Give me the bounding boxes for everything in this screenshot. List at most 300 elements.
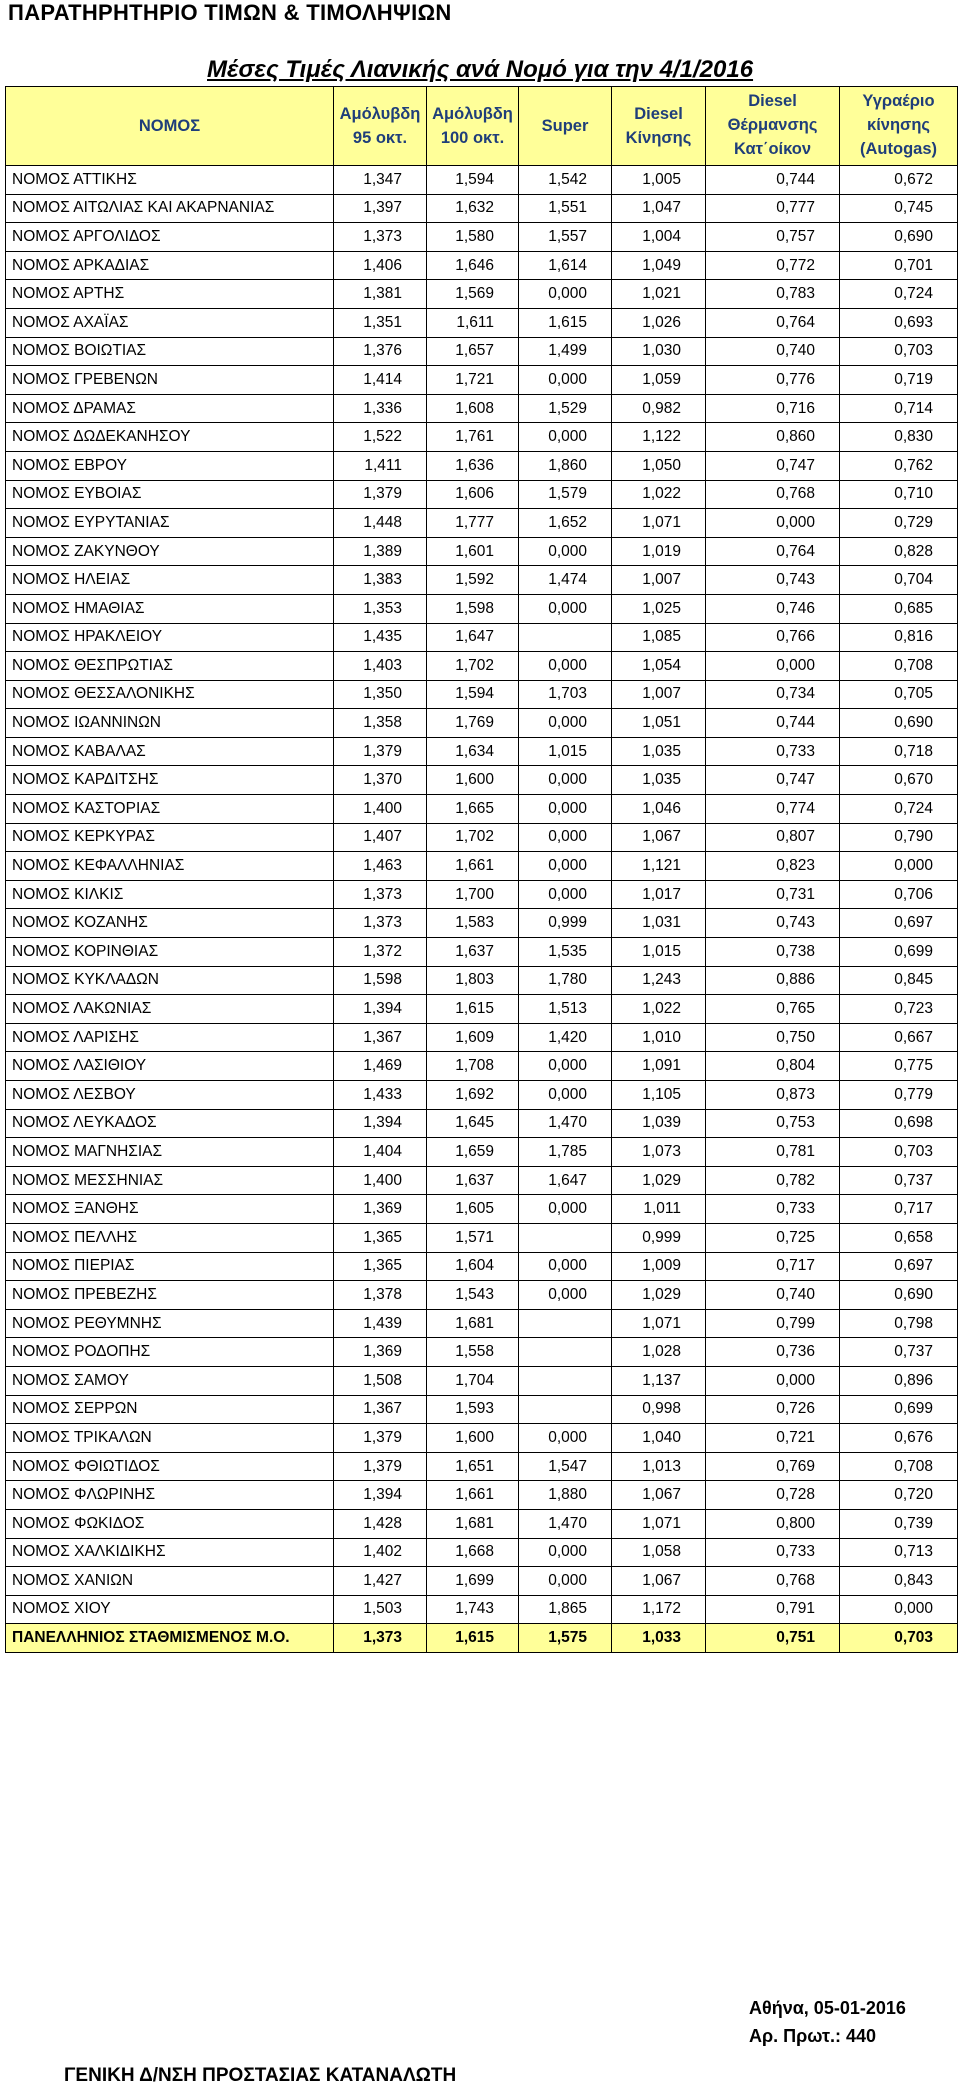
price-cell: 1,369 bbox=[334, 1195, 427, 1224]
price-cell: 0,828 bbox=[840, 537, 958, 566]
price-cell: 0,781 bbox=[706, 1138, 840, 1167]
price-cell: 0,717 bbox=[706, 1252, 840, 1281]
price-cell: 1,022 bbox=[612, 480, 706, 509]
prefecture-name-cell: ΝΟΜΟΣ ΕΥΒΟΙΑΣ bbox=[6, 480, 334, 509]
price-cell: 0,720 bbox=[840, 1481, 958, 1510]
prefecture-name-cell: ΝΟΜΟΣ ΛΑΡΙΣΗΣ bbox=[6, 1023, 334, 1052]
price-cell: 1,383 bbox=[334, 566, 427, 595]
price-cell: 0,843 bbox=[840, 1567, 958, 1596]
table-row bbox=[6, 566, 958, 595]
prefecture-name-cell: ΝΟΜΟΣ ΘΕΣΠΡΩΤΙΑΣ bbox=[6, 652, 334, 681]
price-cell: 1,780 bbox=[519, 966, 612, 995]
price-cell: 1,402 bbox=[334, 1538, 427, 1567]
table-row bbox=[6, 966, 958, 995]
table-row bbox=[6, 1109, 958, 1138]
price-cell: 0,703 bbox=[840, 337, 958, 366]
price-cell: 1,091 bbox=[612, 1052, 706, 1081]
price-cell: 1,433 bbox=[334, 1081, 427, 1110]
price-cell: 0,757 bbox=[706, 223, 840, 252]
price-cell: 1,508 bbox=[334, 1366, 427, 1395]
price-cell: 1,785 bbox=[519, 1138, 612, 1167]
price-cell: 0,000 bbox=[519, 709, 612, 738]
column-header-line: Diesel bbox=[634, 105, 683, 123]
table-row bbox=[6, 337, 958, 366]
prefecture-name-cell: ΝΟΜΟΣ ΗΡΑΚΛΕΙΟΥ bbox=[6, 623, 334, 652]
table-row bbox=[6, 1452, 958, 1481]
price-cell: 1,601 bbox=[427, 537, 519, 566]
prefecture-name-cell: ΝΟΜΟΣ ΛΑΣΙΘΙΟΥ bbox=[6, 1052, 334, 1081]
price-cell: 0,000 bbox=[840, 852, 958, 881]
column-header-autogas bbox=[840, 87, 958, 166]
table-row bbox=[6, 509, 958, 538]
price-cell: 0,717 bbox=[840, 1195, 958, 1224]
price-cell: 1,051 bbox=[612, 709, 706, 738]
price-cell: 0,000 bbox=[840, 1595, 958, 1624]
price-cell: 1,803 bbox=[427, 966, 519, 995]
price-cell: 0,733 bbox=[706, 1538, 840, 1567]
price-cell: 1,105 bbox=[612, 1081, 706, 1110]
price-cell: 0,753 bbox=[706, 1109, 840, 1138]
price-cell: 1,535 bbox=[519, 938, 612, 967]
prefecture-name-cell: ΝΟΜΟΣ ΠΡΕΒΕΖΗΣ bbox=[6, 1281, 334, 1310]
price-cell: 1,172 bbox=[612, 1595, 706, 1624]
price-cell: 1,469 bbox=[334, 1052, 427, 1081]
price-cell: 0,000 bbox=[519, 594, 612, 623]
table-row bbox=[6, 709, 958, 738]
table-row bbox=[6, 995, 958, 1024]
price-cell: 1,376 bbox=[334, 337, 427, 366]
table-row bbox=[6, 1223, 958, 1252]
table-row bbox=[6, 1081, 958, 1110]
price-cell: 1,600 bbox=[427, 1424, 519, 1453]
price-cell: 0,740 bbox=[706, 337, 840, 366]
price-cell: 0,845 bbox=[840, 966, 958, 995]
table-row bbox=[6, 909, 958, 938]
prefecture-name-cell: ΝΟΜΟΣ ΡΕΘΥΜΝΗΣ bbox=[6, 1309, 334, 1338]
price-cell: 1,121 bbox=[612, 852, 706, 881]
price-cell: 0,697 bbox=[840, 909, 958, 938]
price-cell: 1,379 bbox=[334, 1424, 427, 1453]
document-date: Αθήνα, 05-01-2016 bbox=[749, 1998, 906, 2018]
price-cell: 0,000 bbox=[519, 423, 612, 452]
price-cell: 1,373 bbox=[334, 909, 427, 938]
price-cell: 1,411 bbox=[334, 451, 427, 480]
price-cell: 0,000 bbox=[519, 852, 612, 881]
column-header-line: Θέρμανσης bbox=[727, 116, 818, 134]
price-cell: 1,594 bbox=[427, 680, 519, 709]
price-cell: 0,000 bbox=[519, 880, 612, 909]
price-cell: 1,651 bbox=[427, 1452, 519, 1481]
price-cell: 0,706 bbox=[840, 880, 958, 909]
price-cell: 0,860 bbox=[706, 423, 840, 452]
table-row bbox=[6, 1338, 958, 1367]
document-title: ΠΑΡΑΤΗΡΗΤΗΡΙΟ ΤΙΜΩΝ & ΤΙΜΟΛΗΨΙΩΝ bbox=[8, 0, 452, 25]
price-cell: 0,782 bbox=[706, 1166, 840, 1195]
prefecture-name-cell: ΝΟΜΟΣ ΖΑΚΥΝΘΟΥ bbox=[6, 537, 334, 566]
prefecture-name-cell: ΝΟΜΟΣ ΑΧΑΪΑΣ bbox=[6, 308, 334, 337]
price-cell: 1,067 bbox=[612, 1567, 706, 1596]
price-cell: 0,830 bbox=[840, 423, 958, 452]
prefecture-name-cell: ΝΟΜΟΣ ΛΕΣΒΟΥ bbox=[6, 1081, 334, 1110]
price-cell: 1,085 bbox=[612, 623, 706, 652]
table-row bbox=[6, 623, 958, 652]
prefecture-name-cell: ΝΟΜΟΣ ΗΛΕΙΑΣ bbox=[6, 566, 334, 595]
price-cell: 0,699 bbox=[840, 938, 958, 967]
price-cell: 1,389 bbox=[334, 537, 427, 566]
price-cell: 1,347 bbox=[334, 166, 427, 195]
price-cell: 1,243 bbox=[612, 966, 706, 995]
price-cell: 0,774 bbox=[706, 795, 840, 824]
price-cell: 0,000 bbox=[519, 1538, 612, 1567]
price-cell: 1,637 bbox=[427, 938, 519, 967]
table-row bbox=[6, 1052, 958, 1081]
price-cell: 1,657 bbox=[427, 337, 519, 366]
price-cell: 1,522 bbox=[334, 423, 427, 452]
price-cell: 1,529 bbox=[519, 394, 612, 423]
table-row bbox=[6, 1481, 958, 1510]
price-cell: 1,721 bbox=[427, 366, 519, 395]
prefecture-name-cell: ΝΟΜΟΣ ΑΙΤΩΛΙΑΣ ΚΑΙ ΑΚΑΡΝΑΝΙΑΣ bbox=[6, 194, 334, 223]
price-cell: 0,747 bbox=[706, 451, 840, 480]
prefecture-name-cell: ΝΟΜΟΣ ΔΡΑΜΑΣ bbox=[6, 394, 334, 423]
table-row bbox=[6, 652, 958, 681]
price-cell: 0,886 bbox=[706, 966, 840, 995]
price-cell: 1,583 bbox=[427, 909, 519, 938]
price-cell: 0,751 bbox=[706, 1624, 840, 1653]
price-cell: 1,404 bbox=[334, 1138, 427, 1167]
price-cell: 0,768 bbox=[706, 480, 840, 509]
price-cell: 0,672 bbox=[840, 166, 958, 195]
prefecture-name-cell: ΝΟΜΟΣ ΠΕΛΛΗΣ bbox=[6, 1223, 334, 1252]
price-cell: 1,358 bbox=[334, 709, 427, 738]
price-cell: 1,579 bbox=[519, 480, 612, 509]
price-cell: 0,703 bbox=[840, 1624, 958, 1653]
price-cell: 0,734 bbox=[706, 680, 840, 709]
prefecture-name-cell: ΝΟΜΟΣ ΣΑΜΟΥ bbox=[6, 1366, 334, 1395]
prefecture-name-cell: ΝΟΜΟΣ ΑΡΤΗΣ bbox=[6, 280, 334, 309]
column-header-line: κίνησης bbox=[867, 116, 930, 134]
price-cell: 1,428 bbox=[334, 1509, 427, 1538]
price-cell: 1,370 bbox=[334, 766, 427, 795]
prefecture-name-cell: ΝΟΜΟΣ ΛΑΚΩΝΙΑΣ bbox=[6, 995, 334, 1024]
price-cell: 1,394 bbox=[334, 995, 427, 1024]
prefecture-name-cell: ΝΟΜΟΣ ΣΕΡΡΩΝ bbox=[6, 1395, 334, 1424]
table-row bbox=[6, 223, 958, 252]
price-cell: 1,860 bbox=[519, 451, 612, 480]
price-cell bbox=[519, 1395, 612, 1424]
price-cell: 0,804 bbox=[706, 1052, 840, 1081]
price-cell: 0,699 bbox=[840, 1395, 958, 1424]
price-cell: 1,580 bbox=[427, 223, 519, 252]
price-cell: 1,122 bbox=[612, 423, 706, 452]
price-cell: 0,716 bbox=[706, 394, 840, 423]
price-cell: 0,000 bbox=[519, 652, 612, 681]
price-cell: 1,681 bbox=[427, 1509, 519, 1538]
price-cell: 1,022 bbox=[612, 995, 706, 1024]
price-cell: 1,353 bbox=[334, 594, 427, 623]
prefecture-name-cell: ΝΟΜΟΣ ΧΑΝΙΩΝ bbox=[6, 1567, 334, 1596]
price-cell: 1,373 bbox=[334, 1624, 427, 1653]
table-row bbox=[6, 1595, 958, 1624]
price-cell: 1,009 bbox=[612, 1252, 706, 1281]
price-cell: 0,768 bbox=[706, 1567, 840, 1596]
table-body bbox=[6, 166, 958, 1653]
prefecture-name-cell: ΝΟΜΟΣ ΒΟΙΩΤΙΑΣ bbox=[6, 337, 334, 366]
price-cell: 1,439 bbox=[334, 1309, 427, 1338]
price-cell: 0,724 bbox=[840, 795, 958, 824]
price-cell: 1,049 bbox=[612, 251, 706, 280]
price-cell: 1,615 bbox=[519, 308, 612, 337]
price-cell: 0,000 bbox=[519, 1081, 612, 1110]
price-cell: 0,708 bbox=[840, 652, 958, 681]
price-cell: 1,557 bbox=[519, 223, 612, 252]
prefecture-name-cell: ΝΟΜΟΣ ΑΡΓΟΛΙΔΟΣ bbox=[6, 223, 334, 252]
column-header-line: 95 οκτ. bbox=[352, 129, 408, 147]
price-cell: 1,071 bbox=[612, 509, 706, 538]
price-cell: 1,394 bbox=[334, 1109, 427, 1138]
price-cell: 0,807 bbox=[706, 823, 840, 852]
price-cell: 1,420 bbox=[519, 1023, 612, 1052]
price-cell: 0,783 bbox=[706, 280, 840, 309]
price-cell: 0,896 bbox=[840, 1366, 958, 1395]
price-cell: 0,731 bbox=[706, 880, 840, 909]
price-cell: 0,790 bbox=[840, 823, 958, 852]
price-cell: 0,000 bbox=[519, 1567, 612, 1596]
price-cell: 0,791 bbox=[706, 1595, 840, 1624]
prefecture-name-cell: ΝΟΜΟΣ ΓΡΕΒΕΝΩΝ bbox=[6, 366, 334, 395]
price-cell: 0,744 bbox=[706, 166, 840, 195]
price-cell: 1,030 bbox=[612, 337, 706, 366]
price-cell bbox=[519, 1309, 612, 1338]
table-row bbox=[6, 1195, 958, 1224]
price-cell: 1,592 bbox=[427, 566, 519, 595]
price-cell: 1,372 bbox=[334, 938, 427, 967]
table-row bbox=[6, 1509, 958, 1538]
price-cell: 1,026 bbox=[612, 308, 706, 337]
price-cell: 0,772 bbox=[706, 251, 840, 280]
price-cell: 0,000 bbox=[519, 1424, 612, 1453]
price-cell: 1,636 bbox=[427, 451, 519, 480]
table-row bbox=[6, 1366, 958, 1395]
price-cell: 1,071 bbox=[612, 1509, 706, 1538]
column-header-line: Κίνησης bbox=[625, 129, 692, 147]
price-cell: 0,739 bbox=[840, 1509, 958, 1538]
column-header-line: Αμόλυβδη bbox=[432, 105, 513, 123]
table-row bbox=[6, 594, 958, 623]
price-cell: 0,775 bbox=[840, 1052, 958, 1081]
price-cell: 0,744 bbox=[706, 709, 840, 738]
price-cell: 1,665 bbox=[427, 795, 519, 824]
price-cell: 0,766 bbox=[706, 623, 840, 652]
price-cell: 1,029 bbox=[612, 1281, 706, 1310]
price-cell: 0,728 bbox=[706, 1481, 840, 1510]
price-cell: 0,701 bbox=[840, 251, 958, 280]
total-row bbox=[6, 1624, 958, 1653]
price-cell: 1,777 bbox=[427, 509, 519, 538]
column-header-super bbox=[519, 87, 612, 166]
prefecture-name-cell: ΝΟΜΟΣ ΚΕΡΚΥΡΑΣ bbox=[6, 823, 334, 852]
price-cell: 0,743 bbox=[706, 909, 840, 938]
price-cell: 0,718 bbox=[840, 737, 958, 766]
price-cell: 1,761 bbox=[427, 423, 519, 452]
footer-organization: ΓΕΝΙΚΗ Δ/ΝΣΗ ΠΡΟΣΤΑΣΙΑΣ ΚΑΤΑΝΑΛΩΤΗ bbox=[64, 2065, 457, 2086]
price-cell: 0,765 bbox=[706, 995, 840, 1024]
price-cell: 1,067 bbox=[612, 823, 706, 852]
table-title: Μέσες Τιμές Λιανικής ανά Νομό για την 4/1/2016 bbox=[207, 56, 754, 83]
price-cell: 1,397 bbox=[334, 194, 427, 223]
price-cell: 1,365 bbox=[334, 1223, 427, 1252]
price-cell: 1,400 bbox=[334, 1166, 427, 1195]
price-cell: 1,681 bbox=[427, 1309, 519, 1338]
price-cell: 1,028 bbox=[612, 1338, 706, 1367]
price-cell bbox=[519, 623, 612, 652]
price-cell: 0,725 bbox=[706, 1223, 840, 1252]
table-row bbox=[6, 852, 958, 881]
protocol-number: Αρ. Πρωτ.: 440 bbox=[749, 2026, 877, 2046]
price-cell: 1,632 bbox=[427, 194, 519, 223]
price-cell: 1,652 bbox=[519, 509, 612, 538]
price-cell: 1,661 bbox=[427, 1481, 519, 1510]
table-row bbox=[6, 366, 958, 395]
price-cell: 1,350 bbox=[334, 680, 427, 709]
price-cell: 1,743 bbox=[427, 1595, 519, 1624]
price-cell: 1,611 bbox=[427, 308, 519, 337]
price-cell: 0,000 bbox=[706, 652, 840, 681]
price-cell: 1,865 bbox=[519, 1595, 612, 1624]
price-cell: 1,007 bbox=[612, 680, 706, 709]
price-cell: 1,499 bbox=[519, 337, 612, 366]
column-header-line: Αμόλυβδη bbox=[339, 105, 421, 123]
price-cell: 1,543 bbox=[427, 1281, 519, 1310]
price-cell: 0,000 bbox=[519, 1281, 612, 1310]
prefecture-name-cell: ΝΟΜΟΣ ΦΛΩΡΙΝΗΣ bbox=[6, 1481, 334, 1510]
price-cell: 1,558 bbox=[427, 1338, 519, 1367]
prefecture-name-cell: ΝΟΜΟΣ ΦΘΙΩΤΙΔΟΣ bbox=[6, 1452, 334, 1481]
price-cell: 0,762 bbox=[840, 451, 958, 480]
price-cell: 1,448 bbox=[334, 509, 427, 538]
price-cell: 0,000 bbox=[706, 1366, 840, 1395]
price-cell: 0,729 bbox=[840, 509, 958, 538]
price-cell: 1,614 bbox=[519, 251, 612, 280]
price-cell: 1,406 bbox=[334, 251, 427, 280]
price-cell: 1,571 bbox=[427, 1223, 519, 1252]
price-cell: 1,470 bbox=[519, 1509, 612, 1538]
table-row bbox=[6, 1567, 958, 1596]
price-cell: 1,769 bbox=[427, 709, 519, 738]
price-cell: 1,645 bbox=[427, 1109, 519, 1138]
price-cell: 1,704 bbox=[427, 1366, 519, 1395]
price-cell: 1,017 bbox=[612, 880, 706, 909]
price-cell: 1,598 bbox=[334, 966, 427, 995]
price-cell: 0,723 bbox=[840, 995, 958, 1024]
price-cell: 1,369 bbox=[334, 1338, 427, 1367]
price-cell: 0,764 bbox=[706, 537, 840, 566]
price-cell: 1,503 bbox=[334, 1595, 427, 1624]
prefecture-name-cell: ΝΟΜΟΣ ΚΕΦΑΛΛΗΝΙΑΣ bbox=[6, 852, 334, 881]
price-cell: 1,019 bbox=[612, 537, 706, 566]
price-cell: 1,013 bbox=[612, 1452, 706, 1481]
table-row bbox=[6, 1166, 958, 1195]
price-cell: 1,029 bbox=[612, 1166, 706, 1195]
price-cell: 0,745 bbox=[840, 194, 958, 223]
price-cell: 1,513 bbox=[519, 995, 612, 1024]
price-cell: 1,708 bbox=[427, 1052, 519, 1081]
prefecture-name-cell: ΝΟΜΟΣ ΧΙΟΥ bbox=[6, 1595, 334, 1624]
column-header-diesel-thermansis bbox=[706, 87, 840, 166]
table-row bbox=[6, 737, 958, 766]
prefecture-name-cell: ΝΟΜΟΣ ΛΕΥΚΑΔΟΣ bbox=[6, 1109, 334, 1138]
price-cell: 0,000 bbox=[706, 509, 840, 538]
prefecture-name-cell: ΝΟΜΟΣ ΕΥΡΥΤΑΝΙΑΣ bbox=[6, 509, 334, 538]
price-cell: 0,693 bbox=[840, 308, 958, 337]
table-row bbox=[6, 766, 958, 795]
table-row bbox=[6, 480, 958, 509]
price-cell: 1,594 bbox=[427, 166, 519, 195]
price-cell: 1,647 bbox=[427, 623, 519, 652]
table-row bbox=[6, 1395, 958, 1424]
price-cell: 0,737 bbox=[840, 1338, 958, 1367]
price-cell: 1,004 bbox=[612, 223, 706, 252]
price-cell: 0,737 bbox=[840, 1166, 958, 1195]
price-cell: 1,474 bbox=[519, 566, 612, 595]
table-row bbox=[6, 823, 958, 852]
price-cell: 1,646 bbox=[427, 251, 519, 280]
prefecture-name-cell: ΝΟΜΟΣ ΙΩΑΝΝΙΝΩΝ bbox=[6, 709, 334, 738]
price-cell: 0,764 bbox=[706, 308, 840, 337]
price-cell: 1,336 bbox=[334, 394, 427, 423]
table-row bbox=[6, 423, 958, 452]
prefecture-name-cell: ΝΟΜΟΣ ΚΑΒΑΛΑΣ bbox=[6, 737, 334, 766]
column-header-unleaded-100 bbox=[427, 87, 519, 166]
price-cell: 1,059 bbox=[612, 366, 706, 395]
price-cell: 0,721 bbox=[706, 1424, 840, 1453]
price-cell: 0,708 bbox=[840, 1452, 958, 1481]
price-cell: 1,547 bbox=[519, 1452, 612, 1481]
price-cell: 0,873 bbox=[706, 1081, 840, 1110]
price-cell: 0,713 bbox=[840, 1538, 958, 1567]
price-cell: 1,351 bbox=[334, 308, 427, 337]
price-cell: 1,067 bbox=[612, 1481, 706, 1510]
price-cell: 1,379 bbox=[334, 480, 427, 509]
price-cell: 1,025 bbox=[612, 594, 706, 623]
price-cell: 0,658 bbox=[840, 1223, 958, 1252]
table-row bbox=[6, 1252, 958, 1281]
price-cell: 1,609 bbox=[427, 1023, 519, 1052]
price-cell: 1,668 bbox=[427, 1538, 519, 1567]
price-cell: 1,615 bbox=[427, 995, 519, 1024]
price-cell: 1,394 bbox=[334, 1481, 427, 1510]
prefecture-name-cell: ΝΟΜΟΣ ΜΕΣΣΗΝΙΑΣ bbox=[6, 1166, 334, 1195]
price-cell: 1,463 bbox=[334, 852, 427, 881]
price-cell: 0,690 bbox=[840, 709, 958, 738]
table-row bbox=[6, 166, 958, 195]
price-cell: 1,575 bbox=[519, 1624, 612, 1653]
prefecture-name-cell: ΝΟΜΟΣ ΕΒΡΟΥ bbox=[6, 451, 334, 480]
price-cell: 1,015 bbox=[519, 737, 612, 766]
prefecture-name-cell: ΝΟΜΟΣ ΤΡΙΚΑΛΩΝ bbox=[6, 1424, 334, 1453]
prefecture-name-cell: ΝΟΜΟΣ ΚΥΚΛΑΔΩΝ bbox=[6, 966, 334, 995]
column-header-diesel-kinisis bbox=[612, 87, 706, 166]
price-cell: 0,982 bbox=[612, 394, 706, 423]
price-cell: 1,470 bbox=[519, 1109, 612, 1138]
price-cell: 1,058 bbox=[612, 1538, 706, 1567]
price-cell: 0,697 bbox=[840, 1252, 958, 1281]
price-cell: 1,379 bbox=[334, 737, 427, 766]
price-cell: 1,542 bbox=[519, 166, 612, 195]
price-cell: 1,600 bbox=[427, 766, 519, 795]
price-cell: 1,699 bbox=[427, 1567, 519, 1596]
prefecture-name-cell: ΝΟΜΟΣ ΘΕΣΣΑΛΟΝΙΚΗΣ bbox=[6, 680, 334, 709]
